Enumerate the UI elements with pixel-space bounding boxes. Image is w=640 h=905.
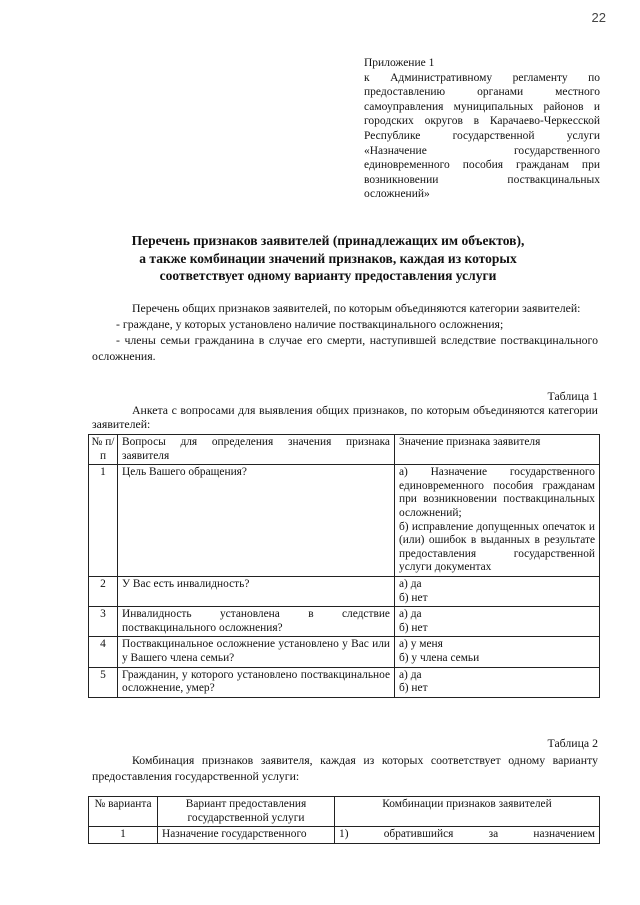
header-variant: Вариант предоставления государственной услуги bbox=[158, 797, 335, 827]
header-num: № п/п bbox=[89, 435, 118, 465]
row-question: Инвалидность установлена в следствие поствакцинального осложнения? bbox=[118, 607, 395, 637]
title-line: а также комбинации значений признаков, каждая из которых bbox=[139, 250, 517, 266]
row-value: а) да bbox=[399, 608, 422, 621]
row-question: Гражданин, у которого установлено поствакцинальное осложнение, умер? bbox=[118, 667, 395, 697]
table-row bbox=[89, 607, 600, 637]
row-value: а) да bbox=[399, 577, 422, 590]
document-title bbox=[108, 232, 548, 285]
table-row bbox=[89, 465, 600, 577]
row-value: а) у меня bbox=[399, 638, 443, 651]
combinations-table bbox=[88, 796, 600, 844]
header-value: Значение признака заявителя bbox=[395, 435, 600, 465]
row-question: У Вас есть инвалидность? bbox=[118, 576, 395, 606]
table-row bbox=[89, 576, 600, 606]
table1-description: Анкета с вопросами для выявления общих признаков, по которым объединяются категории заявителей: bbox=[92, 403, 598, 431]
intro-list-item: - члены семьи гражданина в случае его смерти, наступившей вследствие поствакцинального осложнения. bbox=[92, 333, 598, 363]
row-question: Поствакцинальное осложнение установлено у Вас или у Вашего члена семьи? bbox=[118, 637, 395, 667]
intro-section bbox=[92, 300, 598, 364]
row-value: а) Назначение государственного единовременного пособия гражданам при возникновении поствакцинальных осложнений; bbox=[399, 466, 595, 519]
table-header-row bbox=[89, 435, 600, 465]
row-value: б) у члена семьи bbox=[399, 651, 480, 664]
title-line: Перечень признаков заявителей (принадлежащих им объектов), bbox=[131, 233, 525, 248]
row-values bbox=[395, 576, 600, 606]
questionnaire-table bbox=[88, 434, 600, 698]
appendix-block bbox=[364, 56, 600, 202]
intro-list-item: - граждане, у которых установлено наличие поствакцинального осложнения; bbox=[116, 317, 504, 331]
row-values bbox=[395, 667, 600, 697]
row-value: б) нет bbox=[399, 621, 428, 634]
row-value: б) нет bbox=[399, 591, 428, 604]
row-variant: Назначение государственного bbox=[158, 827, 335, 844]
table-row bbox=[89, 637, 600, 667]
header-variant-num: № варианта bbox=[89, 797, 158, 827]
table1-caption: Таблица 1 bbox=[547, 389, 598, 403]
row-value: б) нет bbox=[399, 682, 428, 695]
page-number: 22 bbox=[591, 10, 606, 25]
title-line: соответствует одному варианту предоставления услуги bbox=[159, 268, 497, 283]
row-value: б) исправление допущенных опечаток и (или) ошибок в выданных в результате предоставления государственной услуги документах bbox=[399, 520, 595, 574]
table-row bbox=[89, 827, 600, 844]
appendix-title: Приложение 1 bbox=[364, 57, 435, 69]
row-num: 4 bbox=[89, 637, 118, 667]
row-combination: 1) обратившийся за назначением bbox=[335, 827, 600, 844]
table2-description: Комбинация признаков заявителя, каждая из которых соответствует одному варианту предоставления государственной услуги: bbox=[92, 753, 598, 783]
row-num: 2 bbox=[89, 576, 118, 606]
header-question: Вопросы для определения значения признака заявителя bbox=[118, 435, 395, 465]
row-num: 5 bbox=[89, 667, 118, 697]
row-variant-num: 1 bbox=[89, 827, 158, 844]
row-values bbox=[395, 607, 600, 637]
row-value: а) да bbox=[399, 668, 422, 681]
row-values bbox=[395, 465, 600, 577]
header-combination: Комбинации признаков заявителей bbox=[335, 797, 600, 827]
table-row bbox=[89, 667, 600, 697]
table-header-row bbox=[89, 797, 600, 827]
row-num: 3 bbox=[89, 607, 118, 637]
row-question: Цель Вашего обращения? bbox=[118, 465, 395, 577]
intro-paragraph: Перечень общих признаков заявителей, по которым объединяются категории заявителей: bbox=[132, 301, 581, 315]
row-num: 1 bbox=[89, 465, 118, 577]
row-values bbox=[395, 637, 600, 667]
table2-caption: Таблица 2 bbox=[547, 736, 598, 750]
appendix-body: к Административному регламенту по предоставлению органами местного самоуправления муниципальных районов и городских округов в Карачаево-Черкесской Республике государственной услуги «Назначение государственного единовременного пособия гражданам при возникновении поствакцинальных осложнений» bbox=[364, 71, 600, 201]
